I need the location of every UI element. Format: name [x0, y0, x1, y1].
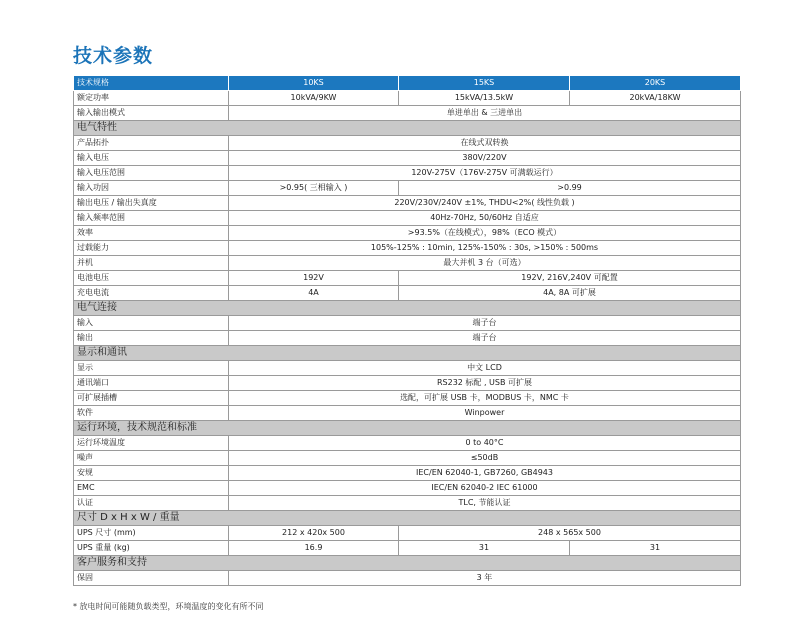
section-header-row	[74, 121, 741, 136]
section-title: 运行环境，技术规范和标准	[74, 421, 741, 436]
row-label: 充电电流	[74, 286, 229, 301]
section-header-row	[74, 556, 741, 571]
footnote: * 放电时间可能随负载类型，环境温度的变化有所不同	[73, 602, 264, 611]
row-value: 端子台	[229, 316, 741, 331]
section-title: 显示和通讯	[74, 346, 741, 361]
table-row	[74, 361, 741, 376]
row-value: 120V-275V（176V-275V 可满载运行）	[229, 166, 741, 181]
table-row	[74, 526, 741, 541]
row-value: 40Hz-70Hz, 50/60Hz 自适应	[229, 211, 741, 226]
row-value: 105%-125% : 10min, 125%-150% : 30s, >150% : 500ms	[229, 241, 741, 256]
table-row	[74, 91, 741, 106]
row-value: IEC/EN 62040-1, GB7260, GB4943	[229, 466, 741, 481]
table-row	[74, 406, 741, 421]
table-row	[74, 166, 741, 181]
page-title: 技术参数	[73, 45, 154, 67]
row-label: 输出电压 / 输出失真度	[74, 196, 229, 211]
row-label: 输入电压范围	[74, 166, 229, 181]
row-label: 安规	[74, 466, 229, 481]
row-label: UPS 重量 (kg)	[74, 541, 229, 556]
section-header-row	[74, 511, 741, 526]
row-value: 192V	[229, 271, 399, 286]
row-value: 31	[570, 541, 741, 556]
row-value: 最大并机 3 台（可选）	[229, 256, 741, 271]
row-value: ≤50dB	[229, 451, 741, 466]
section-header-row	[74, 301, 741, 316]
section-header-row	[74, 346, 741, 361]
table-row	[74, 226, 741, 241]
row-label: 产品拓扑	[74, 136, 229, 151]
table-row	[74, 211, 741, 226]
row-label: 认证	[74, 496, 229, 511]
table-header-row	[74, 76, 741, 91]
section-title: 电气特性	[74, 121, 741, 136]
table-row	[74, 241, 741, 256]
header-10ks: 10KS	[229, 76, 399, 91]
row-label: 运行环境温度	[74, 436, 229, 451]
header-spec: 技术规格	[74, 76, 229, 91]
row-label: 输入	[74, 316, 229, 331]
row-value: 248 x 565x 500	[399, 526, 741, 541]
header-15ks: 15KS	[399, 76, 570, 91]
row-label: 并机	[74, 256, 229, 271]
row-label: 保固	[74, 571, 229, 586]
row-value: 端子台	[229, 331, 741, 346]
table-row	[74, 316, 741, 331]
row-label: 软件	[74, 406, 229, 421]
row-value: 192V, 216V,240V 可配置	[399, 271, 741, 286]
table-row	[74, 181, 741, 196]
row-value: TLC, 节能认证	[229, 496, 741, 511]
row-value: >0.95( 三相输入 )	[229, 181, 399, 196]
section-title: 客户服务和支持	[74, 556, 741, 571]
section-title: 尺寸 D x H x W / 重量	[74, 511, 741, 526]
row-label: 输入电压	[74, 151, 229, 166]
table-row	[74, 541, 741, 556]
row-label: 输出	[74, 331, 229, 346]
row-value: 20kVA/18KW	[570, 91, 741, 106]
row-value: >0.99	[399, 181, 741, 196]
row-label: 电池电压	[74, 271, 229, 286]
spec-table	[73, 75, 741, 586]
table-row	[74, 496, 741, 511]
table-row	[74, 391, 741, 406]
table-row	[74, 196, 741, 211]
section-header-row	[74, 421, 741, 436]
row-value: 10kVA/9KW	[229, 91, 399, 106]
row-value: 单进单出 & 三进单出	[229, 106, 741, 121]
row-label: 过载能力	[74, 241, 229, 256]
row-value: 4A, 8A 可扩展	[399, 286, 741, 301]
row-value: 16.9	[229, 541, 399, 556]
section-title: 电气连接	[74, 301, 741, 316]
row-value: 3 年	[229, 571, 741, 586]
table-row	[74, 151, 741, 166]
row-value: 4A	[229, 286, 399, 301]
row-label: 显示	[74, 361, 229, 376]
row-label: UPS 尺寸 (mm)	[74, 526, 229, 541]
row-value: RS232 标配 , USB 可扩展	[229, 376, 741, 391]
row-label: 输入频率范围	[74, 211, 229, 226]
table-row	[74, 136, 741, 151]
row-label: EMC	[74, 481, 229, 496]
table-row	[74, 256, 741, 271]
row-value: Winpower	[229, 406, 741, 421]
table-row	[74, 466, 741, 481]
row-value: 220V/230V/240V ±1%, THDU<2%( 线性负载 )	[229, 196, 741, 211]
row-value: IEC/EN 62040-2 IEC 61000	[229, 481, 741, 496]
row-value: 选配，可扩展 USB 卡，MODBUS 卡，NMC 卡	[229, 391, 741, 406]
row-label: 噪声	[74, 451, 229, 466]
row-value: >93.5%（在线模式），98%（ECO 模式）	[229, 226, 741, 241]
table-row	[74, 481, 741, 496]
spec-table-body	[74, 91, 741, 586]
header-20ks: 20KS	[570, 76, 741, 91]
row-label: 输入功因	[74, 181, 229, 196]
row-value: 中文 LCD	[229, 361, 741, 376]
table-row	[74, 271, 741, 286]
row-value: 31	[399, 541, 570, 556]
table-row	[74, 451, 741, 466]
row-value: 212 x 420x 500	[229, 526, 399, 541]
row-value: 15kVA/13.5kW	[399, 91, 570, 106]
table-row	[74, 376, 741, 391]
row-label: 额定功率	[74, 91, 229, 106]
table-row	[74, 571, 741, 586]
table-row	[74, 286, 741, 301]
row-label: 效率	[74, 226, 229, 241]
row-value: 0 to 40°C	[229, 436, 741, 451]
row-label: 输入输出模式	[74, 106, 229, 121]
row-value: 380V/220V	[229, 151, 741, 166]
table-row	[74, 106, 741, 121]
table-row	[74, 331, 741, 346]
table-row	[74, 436, 741, 451]
row-value: 在线式双转换	[229, 136, 741, 151]
row-label: 可扩展插槽	[74, 391, 229, 406]
row-label: 通讯端口	[74, 376, 229, 391]
